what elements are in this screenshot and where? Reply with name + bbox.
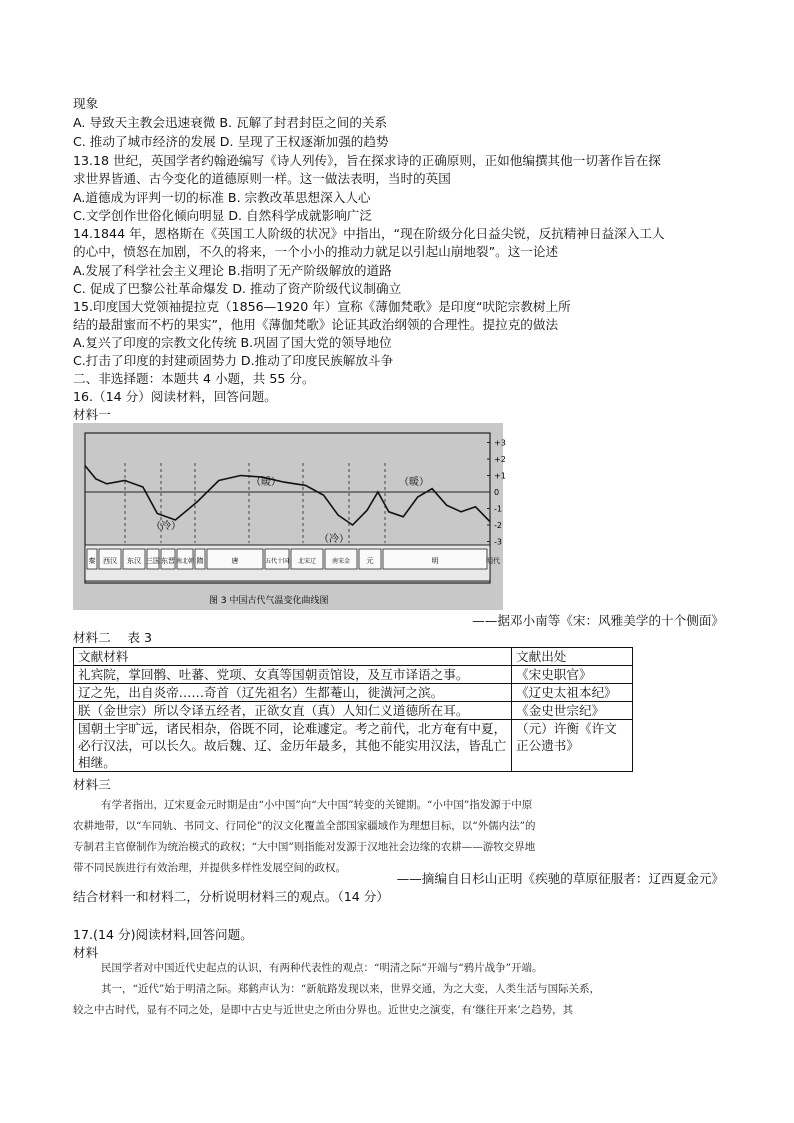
temperature-chart — [73, 423, 506, 610]
material-1-label: 材料一 — [73, 407, 111, 422]
table-cell: 礼宾院，掌回鹘、吐蕃、党项、女真等国朝贡馆设，及互市译语之事。 — [74, 666, 512, 684]
dynasty-label: 元 — [366, 557, 374, 565]
table-cell: 《辽史太祖本纪》 — [512, 684, 633, 702]
table-row — [74, 666, 633, 684]
source-citation: ——摘编自日杉山正明《疾驰的草原征服者：辽西夏金元》 — [396, 871, 724, 886]
material-2-label: 材料二 表 3 — [73, 630, 152, 645]
material-3-line: 带不同民族进行有效治理，并提供多样性发展空间的政权。 — [73, 862, 346, 874]
option-line: C. 促成了巴黎公社革命爆发 D. 推动了资产阶级代议制确立 — [73, 281, 402, 296]
dynasty-label: 唐 — [231, 557, 239, 565]
dynasty-label: 南宋金 — [331, 558, 351, 565]
question-16: 16.（14 分）阅读材料，回答问题。 — [73, 389, 277, 404]
section-heading: 二、非选择题：本题共 4 小题，共 55 分。 — [73, 371, 315, 386]
option-line: A. 导致天主教会迅速衰微 B. 瓦解了封君封臣之间的关系 — [73, 115, 388, 130]
table-cell: 《金史世宗纪》 — [512, 702, 633, 720]
dynasty-label: 西汉 — [103, 557, 117, 565]
table-cell: 《宋史职官》 — [512, 666, 633, 684]
material-17-line: 其一，“近代”始于明清之际。郑鹤声认为：“新航路发现以来，世界交通，为之大变，人类生活与国际关系， — [101, 983, 601, 995]
table-cell: （元）许衡《许文正公遗书》 — [512, 720, 633, 772]
option-line: C. 推动了城市经济的发展 D. 呈现了王权逐渐加强的趋势 — [73, 134, 389, 149]
dynasty-label: 三国 — [146, 557, 160, 565]
dynasty-label: 南北朝 — [175, 558, 195, 565]
option-line: A.复兴了印度的宗教文化传统 B.巩固了国大党的领导地位 — [73, 335, 392, 350]
option-line: C.文学创作世俗化倾向明显 D. 自然科学成就影响广泛 — [73, 208, 372, 223]
source-citation: ——据邓小南等《宋：风雅美学的十个侧面》 — [472, 613, 724, 628]
y-tick-label: -3 — [494, 537, 502, 547]
question-16-prompt: 结合材料一和材料二，分析说明材料三的观点。（14 分） — [73, 889, 389, 904]
temperature-figure — [73, 423, 506, 610]
y-tick-label: -2 — [494, 521, 502, 530]
dynasty-label: 明 — [431, 557, 439, 565]
dynasty-label: 东汉 — [127, 557, 141, 565]
material-3-line: 专制君主官僚制作为统治模式的政权；“大中国”则指能对发源于汉地社会边缘的农耕——游牧交界地 — [73, 841, 536, 853]
y-tick-label: +3 — [494, 438, 506, 448]
cold-label-2: （冷） — [319, 534, 349, 545]
material-label: 材料 — [73, 945, 99, 960]
material-17-line: 民国学者对中国近代史起点的认识，有两种代表性的观点：“明清之际”开端与“鸦片战争”开端。 — [101, 962, 543, 974]
question-13-cont: 求世界皆通、古今变化的道德原则一样。这一做法表明，当时的英国 — [73, 171, 451, 186]
option-line: C.打击了印度的封建顽固势力 D.推动了印度民族解放斗争 — [73, 353, 394, 368]
y-tick-label: +1 — [494, 471, 506, 481]
material-3-label: 材料三 — [73, 777, 111, 792]
table-cell: 国朝土宇旷远，诸民相杂，俗既不同，论难遽定。考之前代，北方奄有中夏，必行汉法，可以长久。故后魏、辽、金历年最多，其他不能实用汉法，皆乱亡相继。 — [74, 720, 512, 772]
table-row — [74, 702, 633, 720]
question-14-cont: 的心中，愤怒在加剧，不久的将来，一个小小的推动力就足以引起山崩地裂”。这一论述 — [73, 244, 559, 259]
question-15: 15.印度国大党领袖提拉克（1856—1920 年）宣称《薄伽梵歌》是印度“吠陀宗教树上所 — [73, 299, 571, 314]
option-line: A.发展了科学社会主义理论 B.指明了无产阶级解放的道路 — [73, 263, 392, 278]
warm-label-1: （暖） — [251, 477, 281, 488]
y-tick-label: 0 — [494, 488, 500, 497]
y-tick-label: -1 — [494, 504, 502, 514]
table-row — [74, 720, 633, 772]
temperature-curve — [85, 466, 490, 525]
text-line: 现象 — [73, 96, 99, 111]
table-row — [74, 684, 633, 702]
question-13: 13.18 世纪，英国学者约翰逊编写《诗人列传》，旨在探求诗的正确原则，正如他编撰其他一切著作旨在探 — [73, 153, 661, 168]
question-14: 14.1844 年，恩格斯在《英国工人阶级的状况》中指出，“现在阶级分化日益尖锐，反抗精神日益深入工人 — [73, 226, 665, 241]
table-3 — [73, 647, 633, 772]
figure-caption: 图 3 中国古代气温变化曲线图 — [209, 596, 329, 606]
cold-label-1: （冷） — [151, 521, 181, 532]
dynasty-label: 五代十国 — [264, 558, 290, 565]
dynasty-label: 秦 — [88, 557, 96, 565]
material-17-line: 较之中古时代，显有不同之处，是即中古史与近世史之所由分界也。近世史之演变，有‘继往开来’之趋势，其 — [73, 1004, 574, 1016]
warm-label-2: （暖） — [399, 477, 429, 488]
table-cell: 辽之先，出自炎帝……奇首（辽先祖名）生都菴山，徙潢河之滨。 — [74, 684, 512, 702]
table-cell: 朕（金世宗）所以令译五经者，正欲女直（真）人知仁义道德所在耳。 — [74, 702, 512, 720]
y-tick-label: +2 — [494, 455, 506, 464]
header-cell: 文献材料 — [74, 648, 512, 666]
table-header — [74, 648, 633, 666]
question-17: 17.(14 分)阅读材料,回答问题。 — [73, 927, 253, 942]
material-3-line: 有学者指出，辽宋夏金元时期是由“小中国”向“大中国”转变的关键期。“小中国”指发源于中原 — [101, 799, 533, 811]
dynasty-label: 东晋 — [161, 557, 175, 565]
material-3-line: 农耕地带，以“车同轨、书同文、行同伦”的汉文化覆盖全部国家疆域作为理想目标，以“外儒内法”的 — [73, 820, 536, 832]
option-line: A.道德成为评判一切的标准 B. 宗教改革思想深入人心 — [73, 190, 371, 205]
question-15-cont: 结的最甜蜜而不朽的果实”，他用《薄伽梵歌》论证其政治纲领的合理性。提拉克的做法 — [73, 317, 559, 332]
dynasty-label: 隋 — [196, 557, 204, 565]
dynasty-label: 明代 — [486, 557, 500, 565]
dynasty-band — [85, 545, 500, 581]
header-cell: 文献出处 — [512, 648, 633, 666]
dynasty-label: 北宋辽 — [297, 558, 317, 565]
